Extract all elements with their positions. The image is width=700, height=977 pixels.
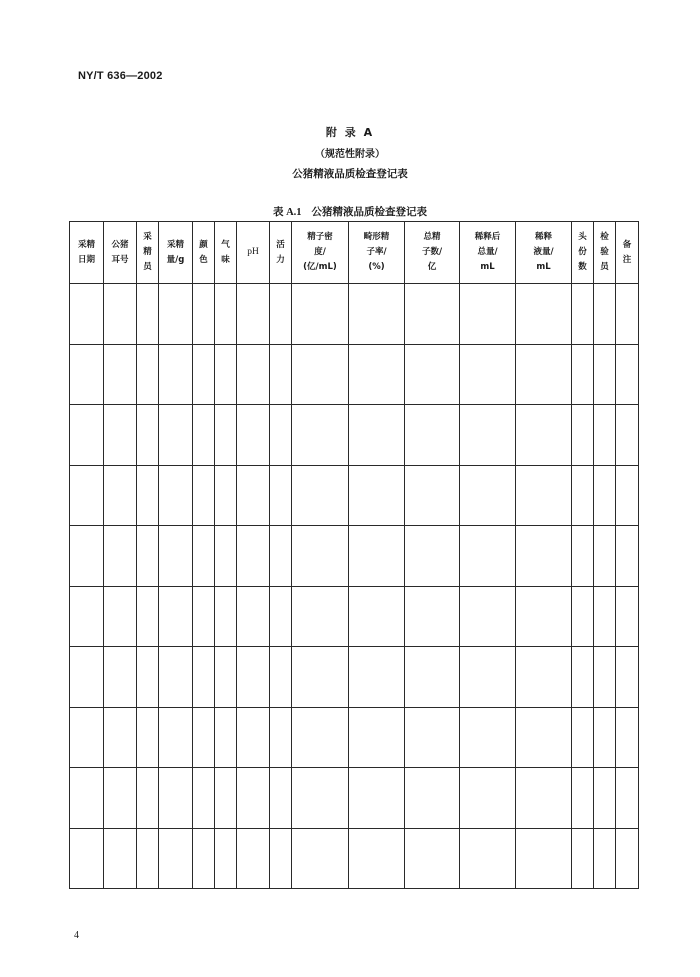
table-cell	[215, 647, 237, 708]
table-caption-title: 公猪精液品质检查登记表	[311, 206, 428, 218]
table-cell	[349, 526, 405, 587]
table-cell	[292, 344, 349, 405]
table-cell	[516, 707, 572, 768]
table-cell	[70, 647, 104, 708]
column-header: 畸形精 子率/ (%)	[349, 222, 405, 284]
column-header: 采精 日期	[70, 222, 104, 284]
table-cell	[516, 284, 572, 345]
table-caption-number: 表 A.1	[272, 207, 302, 218]
table-cell	[572, 284, 594, 345]
table-cell	[137, 586, 159, 647]
table-cell	[237, 768, 270, 829]
table-cell	[616, 526, 639, 587]
table-cell	[159, 284, 193, 345]
table-cell	[572, 647, 594, 708]
table-cell	[405, 344, 460, 405]
table-cell	[460, 707, 516, 768]
column-header: 检 验 员	[594, 222, 616, 284]
table-cell	[215, 828, 237, 889]
table-cell	[405, 405, 460, 466]
table-cell	[237, 344, 270, 405]
table-cell	[349, 647, 405, 708]
table-cell	[193, 828, 215, 889]
table-cell	[572, 586, 594, 647]
table-cell	[215, 344, 237, 405]
table-cell	[70, 344, 104, 405]
table-body	[70, 284, 639, 889]
table-cell	[104, 284, 137, 345]
table-cell	[137, 405, 159, 466]
table-row	[70, 344, 639, 405]
table-cell	[405, 526, 460, 587]
semen-quality-record-table	[69, 221, 639, 889]
table-cell	[193, 284, 215, 345]
annex-name: 公猪精液品质检查登记表	[292, 168, 408, 180]
column-header: 精子密 度/ (亿/mL)	[292, 222, 349, 284]
table-cell	[237, 707, 270, 768]
table-cell	[349, 586, 405, 647]
page-number: 4	[74, 930, 79, 941]
table-cell	[215, 526, 237, 587]
column-header: 头 份 数	[572, 222, 594, 284]
table-cell	[460, 405, 516, 466]
table-cell	[270, 768, 292, 829]
table-cell	[616, 647, 639, 708]
table-cell	[460, 828, 516, 889]
table-cell	[349, 344, 405, 405]
column-header: 采精 量/g	[159, 222, 193, 284]
table-cell	[572, 344, 594, 405]
table-cell	[159, 465, 193, 526]
table-cell	[193, 586, 215, 647]
table-cell	[292, 405, 349, 466]
table-row	[70, 465, 639, 526]
table-cell	[516, 586, 572, 647]
table-cell	[349, 768, 405, 829]
table-cell	[292, 707, 349, 768]
table-cell	[292, 526, 349, 587]
table-cell	[349, 405, 405, 466]
table-cell	[405, 284, 460, 345]
table-cell	[616, 707, 639, 768]
table-cell	[349, 465, 405, 526]
table-cell	[572, 465, 594, 526]
table-cell	[270, 707, 292, 768]
table-cell	[70, 768, 104, 829]
annex-title: 附 录 A	[325, 126, 375, 139]
table-cell	[159, 586, 193, 647]
table-cell	[594, 647, 616, 708]
table-cell	[405, 647, 460, 708]
table-cell	[215, 768, 237, 829]
table-row	[70, 828, 639, 889]
table-cell	[594, 828, 616, 889]
table-cell	[616, 828, 639, 889]
table-cell	[137, 828, 159, 889]
table-cell	[292, 647, 349, 708]
table-cell	[193, 465, 215, 526]
table-cell	[460, 465, 516, 526]
table-cell	[215, 284, 237, 345]
table-cell	[594, 526, 616, 587]
table-cell	[405, 828, 460, 889]
table-cell	[616, 465, 639, 526]
table-cell	[292, 828, 349, 889]
table-cell	[137, 707, 159, 768]
column-header: 气 味	[215, 222, 237, 284]
column-header: 稀释后 总量/ mL	[460, 222, 516, 284]
table-cell	[616, 405, 639, 466]
table-cell	[70, 828, 104, 889]
table-cell	[516, 465, 572, 526]
table-cell	[104, 526, 137, 587]
table-cell	[292, 768, 349, 829]
table-cell	[193, 707, 215, 768]
table-cell	[594, 465, 616, 526]
table-cell	[104, 586, 137, 647]
table-cell	[616, 768, 639, 829]
table-cell	[137, 465, 159, 526]
table-cell	[215, 405, 237, 466]
table-cell	[70, 586, 104, 647]
table-cell	[270, 647, 292, 708]
table-cell	[405, 465, 460, 526]
table-cell	[104, 647, 137, 708]
table-cell	[70, 405, 104, 466]
table-cell	[292, 586, 349, 647]
table-row	[70, 707, 639, 768]
table-cell	[460, 647, 516, 708]
table-cell	[193, 647, 215, 708]
table-cell	[104, 405, 137, 466]
table-cell	[405, 707, 460, 768]
table-cell	[104, 344, 137, 405]
table-cell	[159, 828, 193, 889]
table-cell	[270, 828, 292, 889]
table-cell	[292, 465, 349, 526]
table-cell	[137, 284, 159, 345]
table-cell	[594, 586, 616, 647]
table-cell	[594, 707, 616, 768]
table-cell	[270, 526, 292, 587]
table-cell	[460, 284, 516, 345]
table-cell	[516, 647, 572, 708]
table-cell	[572, 526, 594, 587]
table-cell	[237, 526, 270, 587]
column-header: 颜 色	[193, 222, 215, 284]
table-cell	[193, 768, 215, 829]
table-cell	[594, 344, 616, 405]
table-cell	[193, 344, 215, 405]
table-cell	[270, 284, 292, 345]
table-cell	[516, 768, 572, 829]
table-cell	[616, 284, 639, 345]
table-row	[70, 586, 639, 647]
table-cell	[137, 344, 159, 405]
table-cell	[594, 284, 616, 345]
table-cell	[159, 344, 193, 405]
table-cell	[159, 768, 193, 829]
table-cell	[572, 707, 594, 768]
column-header: 活 力	[270, 222, 292, 284]
column-header: pH	[237, 222, 270, 284]
table-cell	[215, 586, 237, 647]
table-cell	[405, 586, 460, 647]
column-header: 公猪 耳号	[104, 222, 137, 284]
table-cell	[237, 828, 270, 889]
table-cell	[70, 526, 104, 587]
table-cell	[270, 465, 292, 526]
table-cell	[193, 405, 215, 466]
table-cell	[104, 828, 137, 889]
table-row	[70, 647, 639, 708]
table-cell	[572, 828, 594, 889]
annex-type: （规范性附录）	[315, 149, 385, 160]
table-header-row	[70, 222, 639, 284]
table-row	[70, 526, 639, 587]
table-cell	[349, 284, 405, 345]
table-cell	[460, 526, 516, 587]
table-cell	[237, 405, 270, 466]
table-cell	[516, 526, 572, 587]
table-cell	[137, 647, 159, 708]
table-row	[70, 405, 639, 466]
table-cell	[215, 465, 237, 526]
table-cell	[594, 405, 616, 466]
table-cell	[616, 344, 639, 405]
table-cell	[70, 284, 104, 345]
table-cell	[516, 344, 572, 405]
table-cell	[159, 526, 193, 587]
table-cell	[237, 465, 270, 526]
table-cell	[104, 465, 137, 526]
table-cell	[104, 707, 137, 768]
table-cell	[215, 707, 237, 768]
table-cell	[70, 707, 104, 768]
column-header: 总精 子数/ 亿	[405, 222, 460, 284]
table-cell	[193, 526, 215, 587]
table-cell	[70, 465, 104, 526]
table-cell	[292, 284, 349, 345]
table-cell	[104, 768, 137, 829]
table-cell	[237, 284, 270, 345]
column-header: 稀释 液量/ mL	[516, 222, 572, 284]
table-cell	[516, 405, 572, 466]
table-caption	[0, 204, 700, 219]
column-header: 备 注	[616, 222, 639, 284]
table-cell	[137, 526, 159, 587]
table-cell	[159, 707, 193, 768]
table-cell	[270, 586, 292, 647]
table-cell	[572, 768, 594, 829]
table-cell	[405, 768, 460, 829]
table-cell	[572, 405, 594, 466]
table-cell	[349, 707, 405, 768]
table-cell	[460, 344, 516, 405]
table-cell	[349, 828, 405, 889]
table-cell	[270, 405, 292, 466]
column-header: 采 精 员	[137, 222, 159, 284]
table-cell	[159, 405, 193, 466]
table-cell	[516, 828, 572, 889]
table-cell	[237, 647, 270, 708]
standard-code: NY/T 636—2002	[78, 70, 163, 82]
table-cell	[137, 768, 159, 829]
table-cell	[159, 647, 193, 708]
table-cell	[616, 586, 639, 647]
table-cell	[460, 768, 516, 829]
table-row	[70, 284, 639, 345]
table-cell	[594, 768, 616, 829]
table-row	[70, 768, 639, 829]
table-cell	[237, 586, 270, 647]
table-cell	[460, 586, 516, 647]
table-cell	[270, 344, 292, 405]
